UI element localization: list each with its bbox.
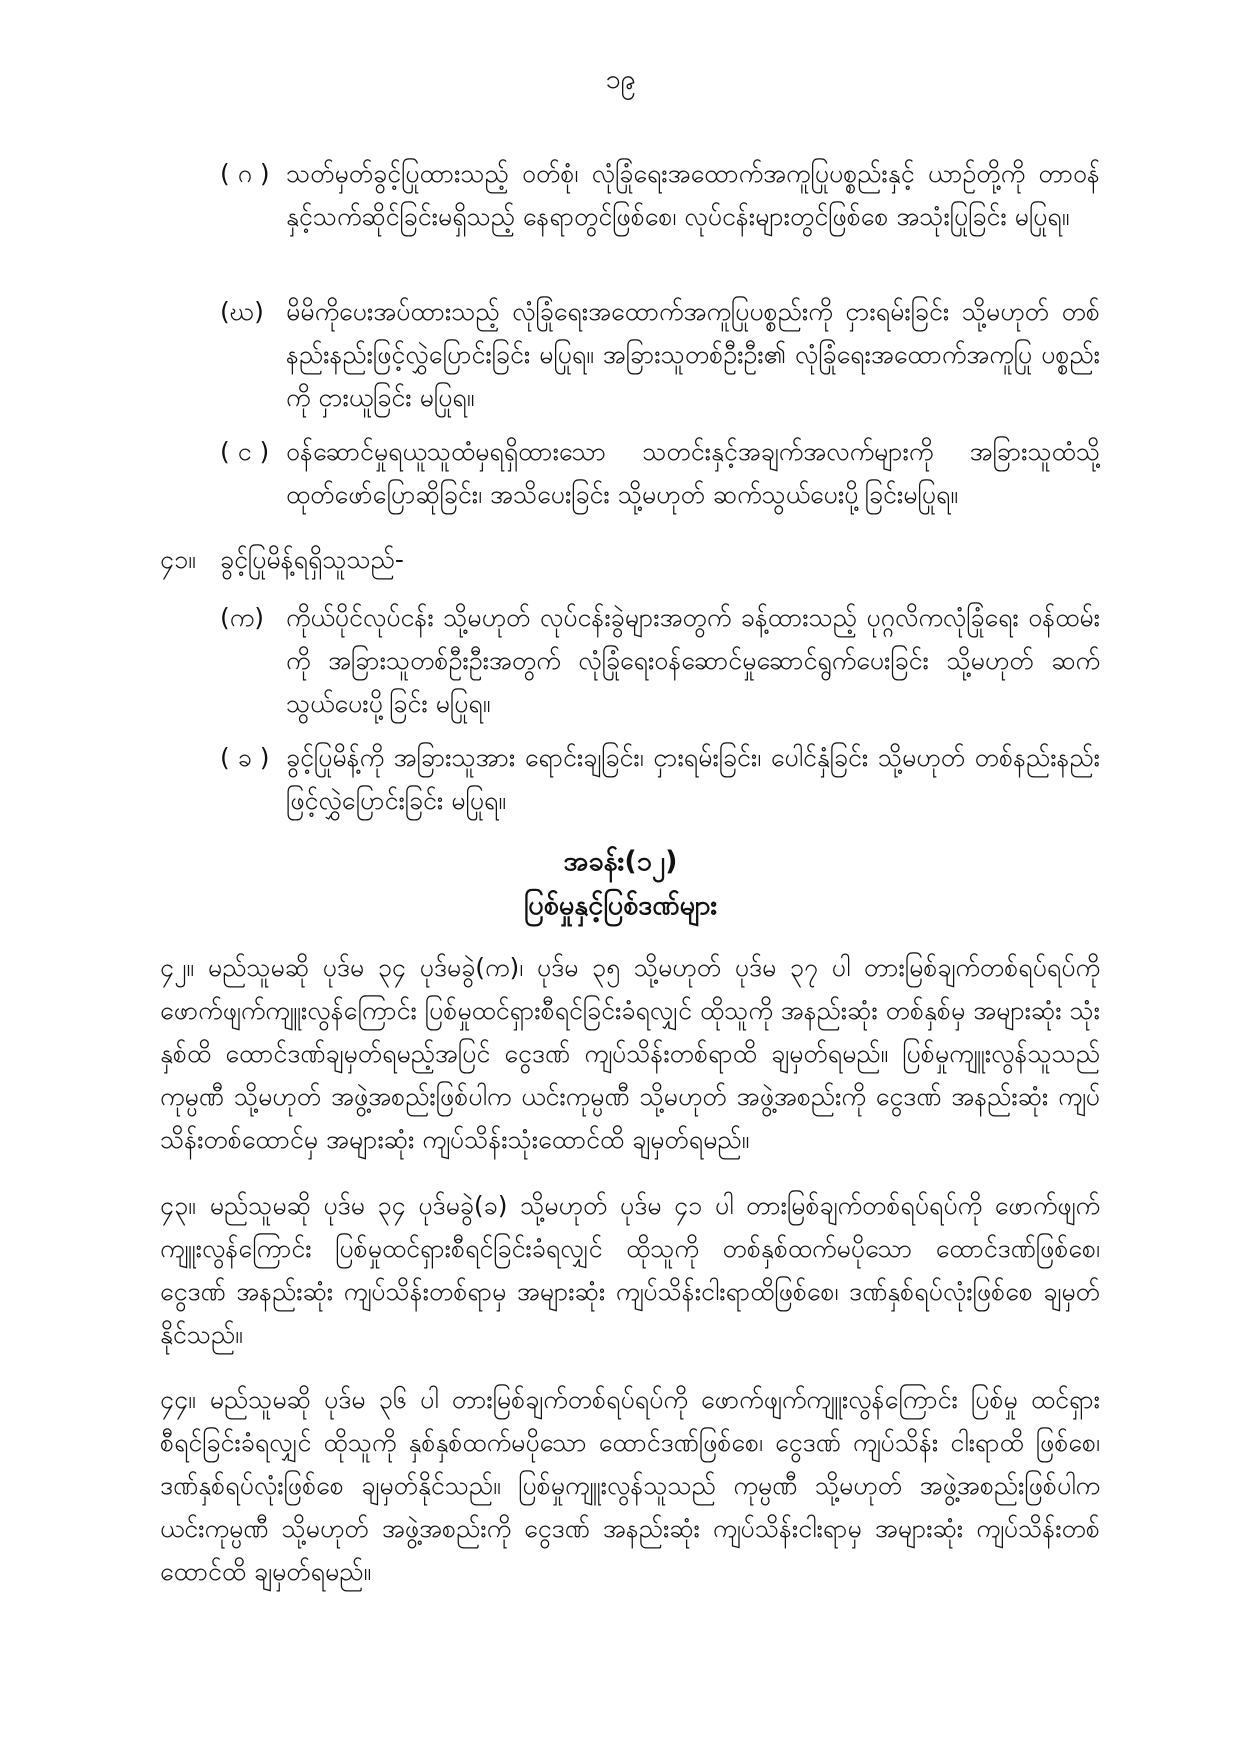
subsection-text: ခွင့်ပြုမိန့်ကို အခြားသူအား ရောင်းချခြင်း၊ ငှားရမ်းခြင်း၊ ပေါင်နှံခြင်း သို့မဟုတ် တစ်နည်းနည်းဖြင့်လွှဲပြောင်းခြင်း မပြုရ။ <box>286 743 1100 815</box>
section-number: ၄၁။ <box>160 545 196 574</box>
section-lead: ခွင့်ပြုမိန့်ရရှိသူသည်- <box>220 545 404 574</box>
section-body: မည်သူမဆို ပုဒ်မ ၃၄ ပုဒ်မခွဲ(ခ) သို့မဟုတ် ပုဒ်မ ၄၁ ပါ တားမြစ်ချက်တစ်ရပ်ရပ်ကို ဖောက်ဖျက် ကျူးလွန်ကြောင်း ပြစ်မှုထင်ရှားစီရင်ခြင်းခံရလျှင် ထိုသူကို တစ်နှစ်ထက်မပိုသော ထောင်ဒဏ်ဖြစ်စေ၊ ငွေဒဏ် အနည်းဆုံး ကျပ်သိန်းတစ်ရာမှ အများဆုံး ကျပ်သိန်းငါးရာထိဖြစ်စေ၊ ဒဏ်နှစ်ရပ်လုံးဖြစ်စေ ချမှတ်နိုင်သည်။ <box>160 1191 1100 1349</box>
subsection-text: ကိုယ်ပိုင်လုပ်ငန်း သို့မဟုတ် လုပ်ငန်းခွဲများအတွက် ခန့်ထားသည့် ပုဂ္ဂလိကလုံခြုံရေး ဝန်ထမ်းကို အခြားသူတစ်ဦးဦးအတွက် လုံခြုံရေးဝန်ဆောင်မှုဆောင်ရွက်ပေးခြင်း သို့မဟုတ် ဆက်သွယ်ပေးပို့ခြင်း မပြုရ။ <box>286 603 1100 718</box>
section-body: မည်သူမဆို ပုဒ်မ ၃၆ ပါ တားမြစ်ချက်တစ်ရပ်ရပ်ကို ဖောက်ဖျက်ကျူးလွန်ကြောင်း ပြစ်မှု ထင်ရှားစီရင်ခြင်းခံရလျှင် ထိုသူကို နှစ်နှစ်ထက်မပိုသော ထောင်ဒဏ်ဖြစ်စေ၊ ငွေဒဏ် ကျပ်သိန်း ငါးရာထိ ဖြစ်စေ၊ ဒဏ်နှစ်ရပ်လုံးဖြစ်စေ ချမှတ်နိုင်သည်။ ပြစ်မှုကျူးလွန်သူသည် ကုမ္ပဏီ သို့မဟုတ် အဖွဲ့အစည်းဖြစ်ပါက ယင်းကုမ္ပဏီ သို့မဟုတ် အဖွဲ့အစည်းကို ငွေဒဏ် အနည်းဆုံး ကျပ်သိန်းငါးရာမှ အများဆုံး ကျပ်သိန်းတစ်ထောင်ထိ ချမှတ်ရမည်။ <box>160 1385 1100 1586</box>
subsection-label: (က) <box>220 603 264 632</box>
subsection-label: ( ဂ ) <box>220 159 270 188</box>
subsection-label: ( ခ ) <box>220 743 270 772</box>
subsection-label: (ဃ) <box>220 297 264 326</box>
section-42 <box>160 946 1100 1161</box>
section-number: ၄၄။ <box>160 1385 196 1414</box>
subsection-label: ( င ) <box>220 437 270 466</box>
section-text <box>160 946 1100 1161</box>
section-text <box>160 1184 1100 1356</box>
page-number: ၁၉ <box>605 64 636 95</box>
chapter-number: အခန်း(၁၂) <box>563 846 678 877</box>
subsection-text: ဝန်ဆောင်မှုရယူသူထံမှရရှိထားသော သတင်းနှင့်အချက်အလက်များကို အခြားသူထံသို့ ထုတ်ဖော်ပြောဆိုခြင်း၊ အသိပေးခြင်း သို့မဟုတ် ဆက်သွယ်ပေးပို့ခြင်းမပြုရ။ <box>286 437 1100 509</box>
section-body: မည်သူမဆို ပုဒ်မ ၃၄ ပုဒ်မခွဲ(က)၊ ပုဒ်မ ၃၅ သို့မဟုတ် ပုဒ်မ ၃၇ ပါ တားမြစ်ချက်တစ်ရပ်ရပ်ကို ဖောက်ဖျက်ကျူးလွန်ကြောင်း ပြစ်မှုထင်ရှားစီရင်ခြင်းခံရလျှင် ထိုသူကို အနည်းဆုံး တစ်နှစ်မှ အများဆုံး သုံးနှစ်ထိ ထောင်ဒဏ်ချမှတ်ရမည့်အပြင် ငွေဒဏ် ကျပ်သိန်းတစ်ရာထိ ချမှတ်ရမည်။ ပြစ်မှုကျူးလွန်သူသည် ကုမ္ပဏီ သို့မဟုတ် အဖွဲ့အစည်းဖြစ်ပါက ယင်းကုမ္ပဏီ သို့မဟုတ် အဖွဲ့အစည်းကို ငွေဒဏ် အနည်းဆုံး ကျပ်သိန်းတစ်ထောင်မှ အများဆုံး ကျပ်သိန်းသုံးထောင်ထိ ချမှတ်ရမည်။ <box>160 953 1101 1154</box>
chapter-title: ပြစ်မှုနှင့်ပြစ်ဒဏ်များ <box>523 890 718 921</box>
section-number: ၄၃။ <box>160 1191 196 1220</box>
subsection-text: မိမိကိုပေးအပ်ထားသည့် လုံခြုံရေးအထောက်အကူပြုပစ္စည်းကို ငှားရမ်းခြင်း သို့မဟုတ် တစ်နည်းနည်းဖြင့်လွှဲပြောင်းခြင်း မပြုရ။ အခြားသူတစ်ဦးဦး၏ လုံခြုံရေးအထောက်အကူပြု ပစ္စည်းကို ငှားယူခြင်း မပြုရ။ <box>286 297 1100 412</box>
section-text <box>160 1378 1100 1593</box>
subsection-text: သတ်မှတ်ခွင့်ပြုထားသည့် ဝတ်စုံ၊ လုံခြုံရေးအထောက်အကူပြုပစ္စည်းနှင့် ယာဉ်တို့ကို တာဝန်နှင့်သက်ဆိုင်ခြင်းမရှိသည့် နေရာတွင်ဖြစ်စေ၊ လုပ်ငန်းများတွင်ဖြစ်စေ အသုံးပြုခြင်း မပြုရ။ <box>286 159 1100 231</box>
section-43 <box>160 1184 1100 1356</box>
section-number: ၄၂။ <box>160 953 194 982</box>
section-44 <box>160 1378 1100 1593</box>
